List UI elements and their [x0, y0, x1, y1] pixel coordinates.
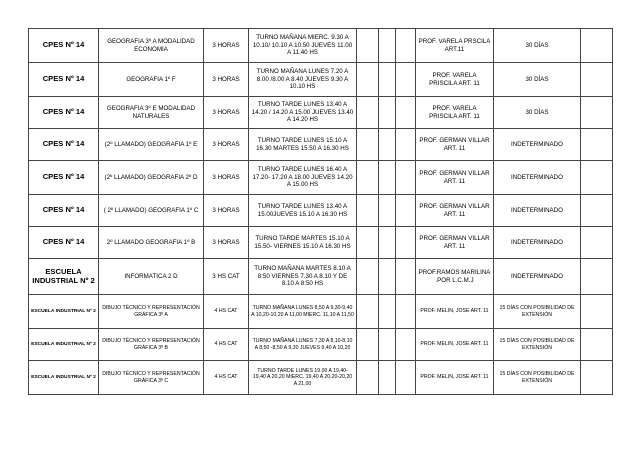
schedule-cell: TURNO MAÑANA MARTES 8.10 A 8:50 VIERNES 7.30 A 8.10 Y DE 8.10 A 8:50 HS — [249, 259, 357, 295]
empty-cell — [379, 161, 396, 195]
empty-cell — [396, 29, 416, 63]
teacher-cell: PROF. MELIN, JOSE ART. 11 — [416, 361, 494, 395]
empty-cell — [581, 129, 613, 161]
institution-cell: CPES Nº 14 — [29, 195, 99, 227]
hours-cell: 3 HORAS — [204, 97, 249, 129]
teacher-cell: PROF. VARELA PRISCILA ART. 11 — [416, 63, 494, 97]
subject-cell: DIBUJO TÉCNICO Y REPRESENTACIÓN GRÁFICA 3º B — [99, 329, 204, 361]
teacher-cell: PROF.RAMOS MARILINA .POR L.C.M.J — [416, 259, 494, 295]
empty-cell — [396, 161, 416, 195]
empty-cell — [357, 295, 379, 329]
empty-cell — [379, 97, 396, 129]
duration-cell: 15 DÍAS CON POSIBILIDAD DE EXTENSIÓN — [494, 361, 581, 395]
teacher-cell: PROF. MELIN, JOSE ART. 11 — [416, 329, 494, 361]
subject-cell: ( 2º LLAMADO) GEOGRAFIA 1º C — [99, 195, 204, 227]
empty-cell — [396, 329, 416, 361]
table-row — [29, 227, 613, 259]
table-row — [29, 329, 613, 361]
schedule-cell: TURNO TARDE LUNES 19.00 A 19,40-19,40 A 20,20 MIERC. 19,40 A 20,20-20,20 A 21,00 — [249, 361, 357, 395]
subject-cell: (2º LLAMADO) GEOGRAFIA 2º D — [99, 161, 204, 195]
empty-cell — [396, 361, 416, 395]
subject-cell: 2º LLAMADO GEOGRAFIA 1º B — [99, 227, 204, 259]
empty-cell — [379, 29, 396, 63]
subject-cell: INFORMATICA 2 D — [99, 259, 204, 295]
empty-cell — [581, 227, 613, 259]
empty-cell — [581, 329, 613, 361]
institution-cell: ESCUELA INDUSTRIAL Nº 2 — [29, 361, 99, 395]
empty-cell — [396, 63, 416, 97]
institution-cell: CPES Nº 14 — [29, 63, 99, 97]
duration-cell: 15 DÍAS CON POSIBILIDAD DE EXTENSIÓN — [494, 329, 581, 361]
institution-cell: ESCUELA INDUSTRIAL Nº 2 — [29, 259, 99, 295]
empty-cell — [581, 195, 613, 227]
schedule-cell: TURNO TARDE LUNES 13.40 A 15.00JUEVES 15.10 A 16.30 HS — [249, 195, 357, 227]
teacher-cell: PROF. GERMAN VILLAR ART. 11 — [416, 195, 494, 227]
teacher-cell: PROF. GERMAN VILLAR ART. 11 — [416, 161, 494, 195]
empty-cell — [357, 29, 379, 63]
duration-cell: 30 DÍAS — [494, 97, 581, 129]
table-row — [29, 129, 613, 161]
empty-cell — [357, 195, 379, 227]
empty-cell — [357, 63, 379, 97]
empty-cell — [396, 227, 416, 259]
empty-cell — [357, 227, 379, 259]
empty-cell — [581, 29, 613, 63]
table-row — [29, 63, 613, 97]
subject-cell: GEOGRAFIA 1º F — [99, 63, 204, 97]
empty-cell — [581, 361, 613, 395]
schedule-cell: TURNO MAÑANA LUNES 7,30 A 8,10-8,10 A 8,50 -8,50 A 9,30 JUEVES 9,40 A 10,20 — [249, 329, 357, 361]
schedule-cell: TURNO MAÑANA MIERC. 9.30 A 10.10/ 10.10 A 10.50 JUEVES 11.00 A 11.40 HS — [249, 29, 357, 63]
empty-cell — [357, 259, 379, 295]
institution-cell: CPES Nº 14 — [29, 161, 99, 195]
schedule-cell: TURNO TARDE MARTES 15.10 A 15.50- VIERNES 15.10 A 16.30 HS — [249, 227, 357, 259]
hours-cell: 3 HORAS — [204, 195, 249, 227]
empty-cell — [581, 161, 613, 195]
table-row — [29, 29, 613, 63]
schedule-cell: TURNO TARDE LUNES 13.40 A 14.20 / 14.20 A 15.00 JUEVES 13.40 A 14.20 HS — [249, 97, 357, 129]
empty-cell — [396, 129, 416, 161]
empty-cell — [379, 227, 396, 259]
table-row — [29, 295, 613, 329]
empty-cell — [396, 295, 416, 329]
empty-cell — [357, 161, 379, 195]
subject-cell: DIBUJO TÉCNICO Y REPRESENTACIÓN GRÁFICA 3º A — [99, 295, 204, 329]
empty-cell — [396, 195, 416, 227]
hours-cell: 3 HORAS — [204, 227, 249, 259]
duration-cell: 30 DÍAS — [494, 63, 581, 97]
duration-cell: 15 DÍAS CON POSIBILIDAD DE EXTENSIÓN — [494, 295, 581, 329]
teacher-cell: PROF. MELIN, JOSE ART. 11 — [416, 295, 494, 329]
empty-cell — [396, 97, 416, 129]
empty-cell — [357, 361, 379, 395]
duration-cell: 30 DÍAS — [494, 29, 581, 63]
subject-cell: GEOGRAFIA 3º A MODALIDAD ECONOMIA — [99, 29, 204, 63]
duration-cell: INDETERMINADO — [494, 195, 581, 227]
institution-cell: CPES Nº 14 — [29, 129, 99, 161]
hours-cell: 3 HORAS — [204, 29, 249, 63]
hours-cell: 3 HS CAT — [204, 259, 249, 295]
teacher-cell: PROF. VARELA PRSCILA ART.11 — [416, 29, 494, 63]
empty-cell — [581, 259, 613, 295]
table-row — [29, 259, 613, 295]
subject-cell: DIBUJO TÉCNICO Y REPRESENTACIÓN GRÁFICA 3º C — [99, 361, 204, 395]
schedule-cell: TURNO MAÑANA LUNES 7.20 A 8.00 /8.00 A 8.40 JUEVES 9.30 A 10.10 HS — [249, 63, 357, 97]
duration-cell: INDETERMINADO — [494, 129, 581, 161]
hours-cell: 4 HS CAT — [204, 295, 249, 329]
hours-cell: 3 HORAS — [204, 161, 249, 195]
schedule-cell: TURNO TARDE LUNES 15.10 A 16.30 MARTES 15.50 A 16.30 HS — [249, 129, 357, 161]
empty-cell — [379, 129, 396, 161]
empty-cell — [357, 97, 379, 129]
institution-cell: ESCUELA INDUSTRIAL Nº 2 — [29, 295, 99, 329]
empty-cell — [581, 295, 613, 329]
empty-cell — [581, 97, 613, 129]
subject-cell: (2º LLAMADO) GEOGRAFIA 1º E — [99, 129, 204, 161]
table-row — [29, 195, 613, 227]
empty-cell — [379, 329, 396, 361]
subject-cell: GEOGRAFIA 3º E MODALIDAD NATURALES — [99, 97, 204, 129]
schedule-cell: TURNO TARDE LUNES 16.40 A 17.20- 17.20 A 18.00 JUEVES 14.20 A 15.00 HS — [249, 161, 357, 195]
institution-cell: CPES Nº 14 — [29, 29, 99, 63]
institution-cell: CPES Nº 14 — [29, 97, 99, 129]
empty-cell — [379, 63, 396, 97]
empty-cell — [379, 195, 396, 227]
institution-cell: ESCUELA INDUSTRIAL Nº 2 — [29, 329, 99, 361]
duration-cell: INDETERMINADO — [494, 227, 581, 259]
teacher-cell: PROF. GERMAN VILLAR ART. 11 — [416, 227, 494, 259]
empty-cell — [581, 63, 613, 97]
teacher-cell: PROF. VARELA PRISCILA ART. 11 — [416, 97, 494, 129]
table-row — [29, 361, 613, 395]
empty-cell — [396, 259, 416, 295]
schedule-cell: TURNO MAÑANA LUNES 8,50 A 9,30-9,40 A 10,20-10,20 A 11,00 MIERC. 11,10 A 11,50 — [249, 295, 357, 329]
hours-cell: 3 HORAS — [204, 63, 249, 97]
empty-cell — [379, 295, 396, 329]
empty-cell — [357, 329, 379, 361]
table-row — [29, 97, 613, 129]
institution-cell: CPES Nº 14 — [29, 227, 99, 259]
table-row — [29, 161, 613, 195]
hours-cell: 4 HS CAT — [204, 329, 249, 361]
empty-cell — [357, 129, 379, 161]
hours-cell: 3 HORAS — [204, 129, 249, 161]
empty-cell — [379, 259, 396, 295]
duration-cell: INDETERMINADO — [494, 259, 581, 295]
empty-cell — [379, 361, 396, 395]
teacher-cell: PROF. GERMAN VILLAR ART. 11 — [416, 129, 494, 161]
duration-cell: INDETERMINADO — [494, 161, 581, 195]
vacancy-table — [28, 28, 613, 395]
hours-cell: 4 HS CAT — [204, 361, 249, 395]
